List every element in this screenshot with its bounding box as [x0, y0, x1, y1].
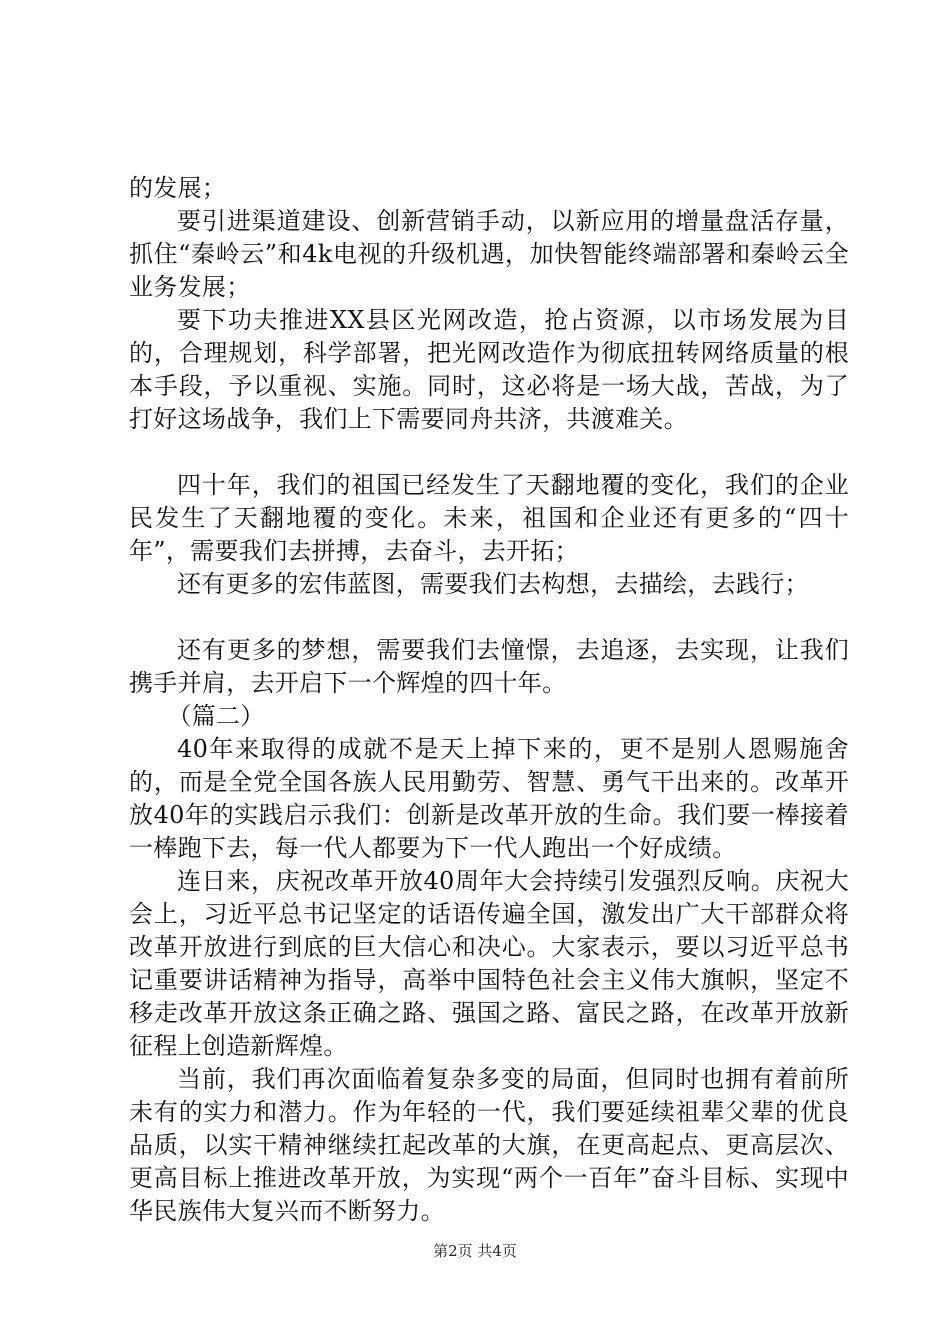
paragraph-celebration: 连日来，庆祝改革开放40周年大会持续引发强烈反响。庆祝大会上，习近平总书记坚定的话语传遍全国，激发出广大干部群众将改革开放进行到底的巨大信心和决心。大家表示，要以习近平总书记重要讲话精神为指导，高举中国特色社会主义伟大旗帜，坚定不移走改革开放这条正确之路、强国之路、富民之路，在改革开放新征程上创造新辉煌。 — [129, 867, 849, 1060]
paragraph-dreams: 还有更多的梦想，需要我们去憧憬，去追逐，去实现，让我们携手并肩，去开启下一个辉煌的四十年。 — [129, 636, 849, 697]
paragraph-forty-years: 四十年，我们的祖国已经发生了天翻地覆的变化，我们的企业民发生了天翻地覆的变化。未来，祖国和企业还有更多的“四十年”，需要我们去拼搏，去奋斗，去开拓； — [129, 471, 849, 565]
paragraph-current-situation: 当前，我们再次面临着复杂多变的局面，但同时也拥有着前所未有的实力和潜力。作为年轻的一代，我们要延续祖辈父辈的优良品质，以实干精神继续扛起改革的大旗，在更高起点、更高层次、更高目标上推进改革开放，为实现“两个一百年”奋斗目标、实现中华民族伟大复兴而不断努力。 — [129, 1065, 849, 1225]
paragraph-channel-building: 要引进渠道建设、创新营销手动，以新应用的增量盘活存量，抓住“秦岭云”和4k电视的升级机遇，加快智能终端部署和秦岭云全业务发展； — [129, 207, 849, 301]
page-footer: 第2页 共4页 — [433, 1242, 517, 1260]
section-heading-part-two: （篇二） — [167, 702, 265, 730]
paragraph-achievements: 40年来取得的成就不是天上掉下来的，更不是别人恩赐施舍的，而是全党全国各族人民用勤劳、智慧、勇气干出来的。改革开放40年的实践启示我们：创新是改革开放的生命。我们要一棒接着一棒跑下去，每一代人都要为下一代人跑出一个好成绩。 — [129, 735, 849, 862]
paragraph-blueprint: 还有更多的宏伟蓝图，需要我们去构想，去描绘，去践行； — [177, 570, 809, 598]
document-body — [129, 172, 849, 1228]
paragraph-fiber-network: 要下功夫推进XX县区光网改造，抢占资源，以市场发展为目的，合理规划，科学部署，把光网改造作为彻底扭转网络质量的根本手段，予以重视、实施。同时，这必将是一场大战，苦战，为了打好这场战争，我们上下需要同舟共济，共渡难关。 — [129, 306, 849, 433]
paragraph-continuation: 的发展； — [129, 174, 227, 202]
